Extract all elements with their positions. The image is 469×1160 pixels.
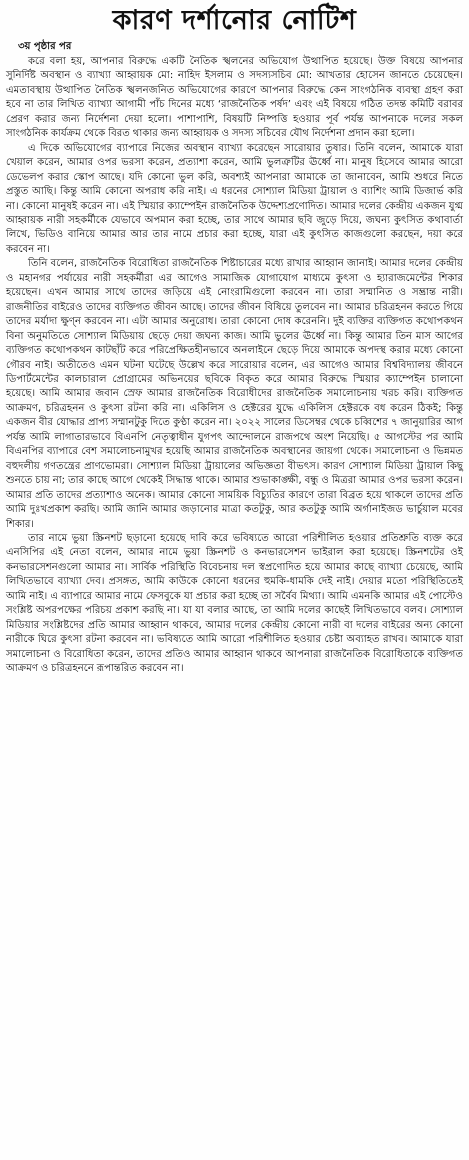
article-body <box>6 55 463 676</box>
paragraph: তিনি বলেন, রাজনৈতিক বিরোধিতা রাজনৈতিক শিষ্টাচারের মধ্যে রাখার আহ্বান জানাই। আমার দলের কেন্দ্রীয় ও মহানগর পর্যায়ের নারী সহকর্মীরা এর আগেও সামাজিক যোগাযোগ মাধ্যমে কুৎসা ও হ্যারাজমেন্টের শিকার হয়েছেন। এখন আমার সাথে তাদের জড়িয়ে এই নোংরামিগুলো করবেন না। তারা সম্মানিত ও সম্ভ্রান্ত নারী। রাজনীতির বাইরেও তাদের ব্যক্তিগত জীবন আছে। তাদের জীবন বিষিয়ে তুলবেন না। আমার চরিত্রহনন করতে গিয়ে তাদের মর্যাদা ক্ষুণ্ন করবেন না। এটা আমার অনুরোধ। তারা কোনো দোষ করেননি। দুই ব্যক্তির ব্যক্তিগত কথোপকথন বিনা অনুমতিতে সোশ্যাল মিডিয়ায় ছেড়ে দেয়া জঘন্য কাজ। আমি ভুলের ঊর্ধ্বে না। কিন্তু আমার তিন মাস আগের ব্যক্তিগত কথোপকথন কাটছাঁট করে পরিপ্রেক্ষিতহীনভাবে অনলাইনে ছেড়ে দিয়ে আমাকে অপদস্থ করার মধ্যে কোনো গৌরব নাই। অতীতেও এমন ঘটনা ঘটেছে উল্লেখ করে সারোয়ার বলেন, এর আগেও আমার বিশ্ববিদ্যালয় জীবনে ডিপার্টমেন্টের কালচারাল প্রোগ্রামের অভিনয়ের ছবিকে বিকৃত করে আমার বিরুদ্ধে স্মিয়ার ক্যাম্পেইন চালানো হয়েছে। আমি আমার জবান স্রেফ আমার রাজনৈতিক বিরোধীদের রাজনৈতিক সমালোচনায় খরচ করি। ব্যক্তিগত আক্রমণ, চরিত্রহনন ও কুৎসা রটনা করি না। একিলিস ও হেক্টরের যুদ্ধে একিলিস হেক্টরকে বধ করেন ঠিকই; কিন্তু একজন বীর যোদ্ধার প্রাপ্য সম্মানটুকু দিতে কুণ্ঠা করেন না। ২০২২ সালের ডিসেম্বর থেকে চব্বিশের ৭ জানুয়ারির আগ পর্যন্ত আমি লাগাতারভাবে বিএনপি নেতৃত্বাধীন যুগপৎ আন্দোলনে রাজপথে অংশ নিয়েছি। ৫ আগস্টের পর আমি বিএনপির ব্যাপারে বেশ সমালোচনামুখর হয়েছি আমার রাজনৈতিক অবস্থানের জায়গা থেকে। সমালোচনা ও ভিন্নমত বহুদলীয় গণতন্ত্রের প্রাণভোমরা। সোশ্যাল মিডিয়া ট্রায়ালের অভিজ্ঞতা বীভৎস। কারণ সোশ্যাল মিডিয়া ট্রায়াল কিছু শুনতে চায় না; তার কাছে আগে থেকেই সিদ্ধান্ত থাকে। আমার শুভাকাঙ্ক্ষী, বন্ধু ও মিত্ররা আমার ওপর ভরসা করেন। আমার প্রতি তাদের প্রত্যাশাও অনেক। আমার কোনো সাময়িক বিচ্যুতির কারণে তারা বিব্রত হয়ে থাকলে তাদের প্রতি আমি দুঃখপ্রকাশ করছি। আমি জানি আমার জড়ানোর মাত্রা কতটুকু, আর কতটুকু আমি অর্গানাইজড ভার্চুয়াল মবের শিকার। <box>6 258 463 530</box>
paragraph: করে বলা হয়, আপনার বিরুদ্ধে একটি নৈতিক স্খলনের অভিযোগ উত্থাপিত হয়েছে। উক্ত বিষয়ে আপনার সুনির্দিষ্ট অবস্থান ও ব্যাখ্যা আহ্বায়ক মো: নাহিদ ইসলাম ও সদস্যসচিব মো: আখতার হোসেন জানতে চেয়েছেন। এমতাবস্থায় উত্থাপিত নৈতিক স্খলনজনিত অভিযোগের কারণে আপনার বিরুদ্ধে কেন সাংগঠনিক ব্যবস্থা গ্রহণ করা হবে না তার লিখিত ব্যাখ্যা আগামী পাঁচ দিনের মধ্যে ‘রাজনৈতিক পর্ষদ’ এবং এই বিষয়ে গঠিত তদন্ত কমিটি বরাবর প্রেরণ করার জন্য নির্দেশনা দেয়া হলো। পাশাপাশি, বিষয়টি নিষ্পত্তি হওয়ার পূর্ব পর্যন্ত আপনাকে দলের সকল সাংগঠনিক কার্যক্রম থেকে বিরত থাকার জন্য আহ্বায়ক ও সদস্য সচিবের যৌথ নির্দেশনা প্রদান করা হলো। <box>6 56 463 140</box>
paragraph: এ দিকে অভিযোগের ব্যাপারে নিজের অবস্থান ব্যাখ্যা করেছেন সারোয়ার তুষার। তিনি বলেন, আমাকে যারা খেয়াল করেন, আমার ওপর ভরসা করেন, প্রত্যাশা করেন, আমি ভুলত্রুটির ঊর্ধ্বে না। মানুষ হিসেবে আমার আরো ডেভেলপ করার স্কোপ আছে। যদি কোনো ভুল করি, অবশ্যই আপনারা আমাকে তা জানাবেন, আমি শুধরে নিতে প্রস্তুত আছি। কিন্তু আমি কোনো অপরাধ করি নাই। এ ধরনের সোশ্যাল মিডিয়া ট্রায়াল ও ব্যাশিং আমি ডিজার্ভ করি না। কোনো মানুষই করেন না। এই স্মিয়ার ক্যাম্পেইন রাজনৈতিক উদ্দেশ্যপ্রণোদিত। আমার দলের কেন্দ্রীয় একজন যুগ্ম আহ্বায়ক নারী সহকর্মীকে যেভাবে অপমান করা হচ্ছে, তার সাথে আমার ছবি জুড়ে দিয়ে, জঘন্য কুৎসিত কথাবার্তা লিখে, ভিডিও বানিয়ে আমার আর তার নামে প্রচার করা হচ্ছে, যারা এই কুৎসিত কাজগুলো করছেন, দয়া করে করবেন না। <box>6 142 463 255</box>
paragraph: তার নামে ভুয়া স্ক্রিনশট ছড়ানো হয়েছে দাবি করে ভবিষ্যতে আরো পরিশীলিত হওয়ার প্রতিশ্রুতি ব্যক্ত করে এনসিপির এই নেতা বলেন, আমার নামে ভুয়া স্ক্রিনশট ও কনভারসেশন ভাইরাল করা হয়েছে। স্ক্রিনশটের ওই কনভারসেশনগুলো আমার না। সার্বিক পরিস্থিতি বিবেচনায় দল স্বপ্রণোদিত হয়ে আমার কাছে ব্যাখ্যা চেয়েছে, আমি লিখিতভাবে ব্যাখ্যা দেব। প্রসঙ্গত, আমি কাউকে কোনো ধরনের হুমকি-ধামকি দেই নাই। দেয়ার মতো পরিস্থিতিতেই আমি নাই। এ ব্যাপারে আমার নামে ফেসবুকে যা প্রচার করা হচ্ছে তা সর্বৈব মিথ্যা। আমি এমনকি আমার এই পোস্টেও সংশ্লিষ্ট অপরপক্ষের পরিচয় প্রকাশ করছি না। যা যা বলার আছে, তা আমি দলের কাছেই লিখিতভাবে বলব। সোশ্যাল মিডিয়ার সংশ্লিষ্টদের প্রতি আমার আহ্বান থাকবে, আমার দলের কেন্দ্রীয় কোনো নারী বা দলের বাইরের অন্য কোনো নারীকে ঘিরে কুৎসা রটনা করবেন না। ভবিষ্যতে আমি আরো পরিশীলিত হওয়ার চেষ্টা অব্যাহত রাখব। আমাকে যারা সমালোচনা ও বিরোধিতা করেন, তাদের প্রতিও আমার আহ্বান থাকবে আপনারা রাজনৈতিক বিরোধিতাকে ব্যক্তিগত আক্রমণ ও চরিত্রহননে রূপান্তরিত করবেন না। <box>6 532 463 675</box>
headline: কারণ দর্শানোর নোটিশ <box>112 5 357 36</box>
continued-from-label: ৩য় পৃষ্ঠার পর <box>18 41 72 52</box>
